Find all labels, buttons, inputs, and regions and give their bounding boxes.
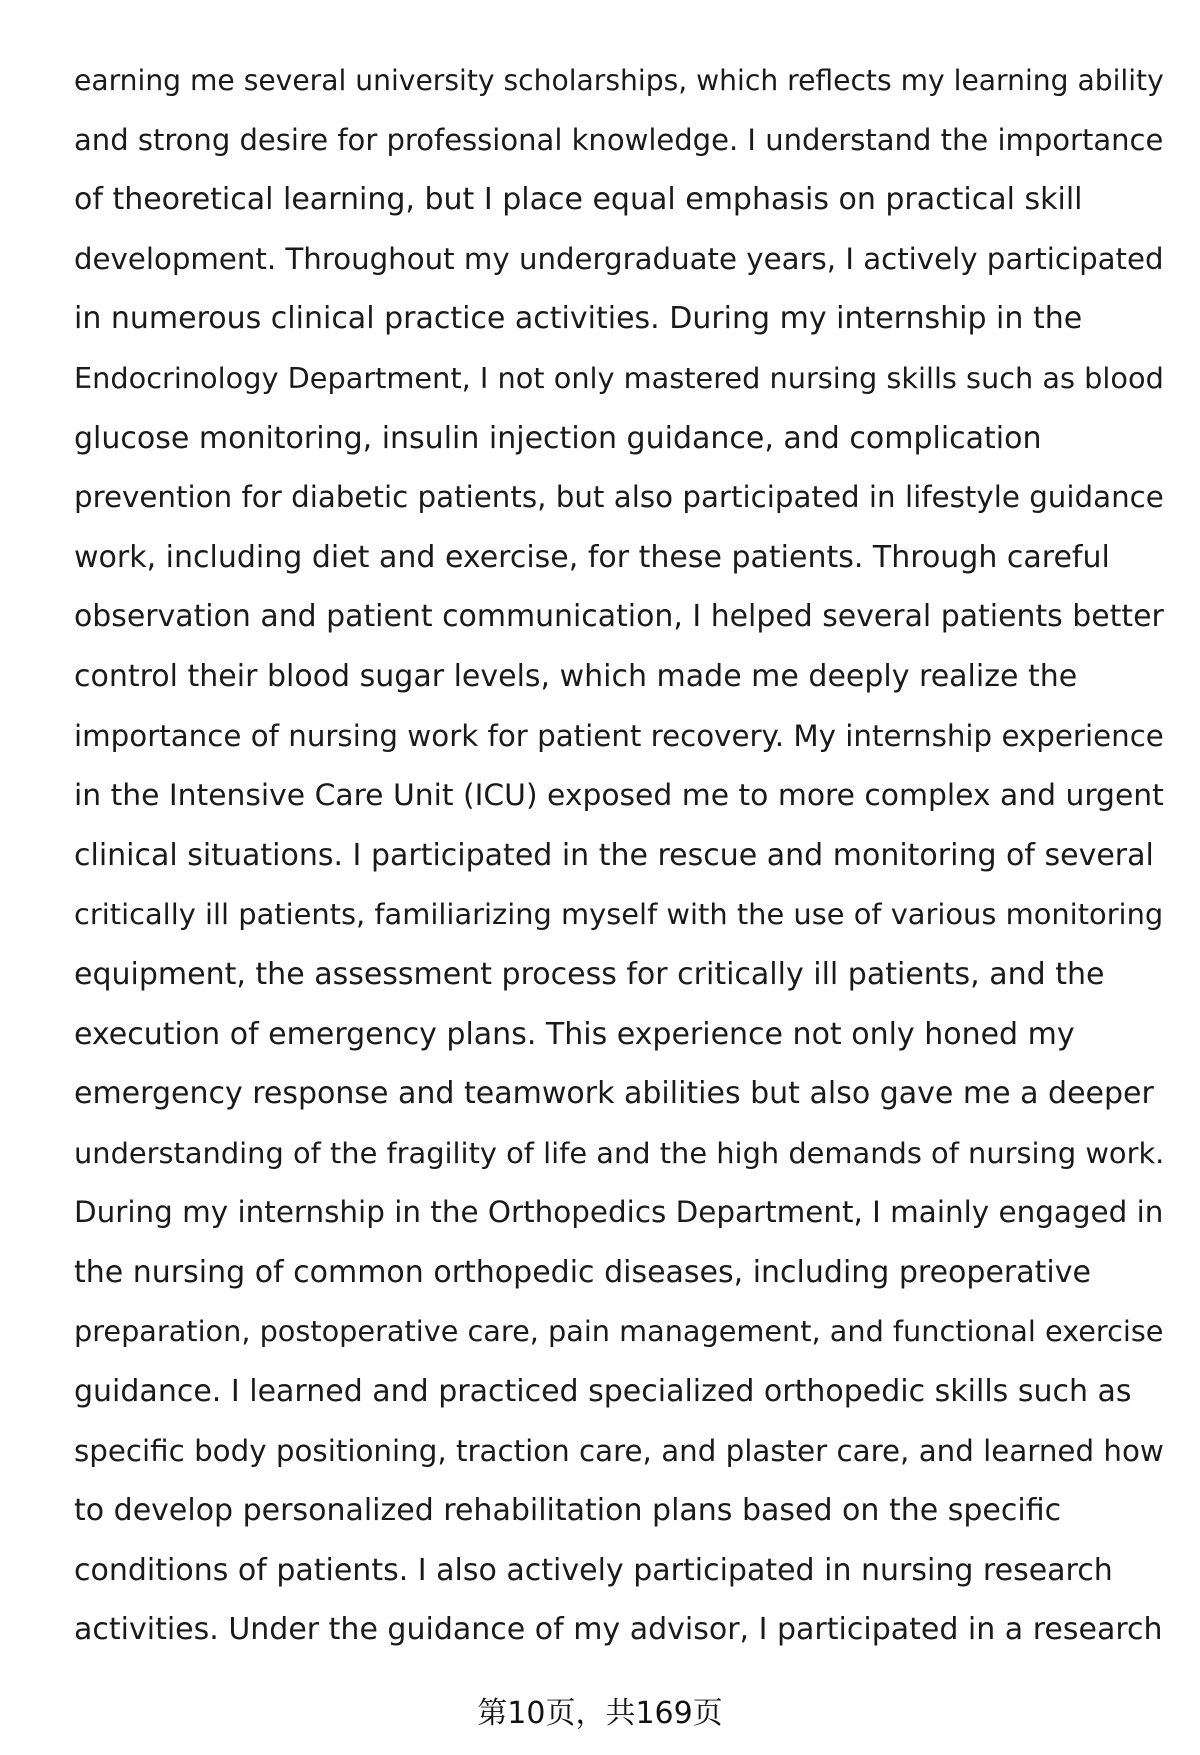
text-line: observation and patient communication, I helped several patients better xyxy=(74,599,1164,635)
text-line: conditions of patients. I also actively participated in nursing research xyxy=(74,1552,1113,1588)
text-line: During my internship in the Orthopedics Department, I mainly engaged in xyxy=(74,1195,1164,1230)
text-line: equipment, the assessment process for critically ill patients, and the xyxy=(74,956,1105,992)
text-line: earning me several university scholarships, which reflects my learning ability xyxy=(74,64,1164,97)
text-line: and strong desire for professional knowledge. I understand the importance xyxy=(74,122,1164,157)
text-line: to develop personalized rehabilitation plans based on the specific xyxy=(74,1493,1062,1529)
page-number-footer: 第10页，共169页 xyxy=(477,1696,723,1731)
text-line: work, including diet and exercise, for these patients. Through careful xyxy=(74,539,1110,575)
text-line: critically ill patients, familiarizing myself with the use of various monitoring xyxy=(74,897,1164,932)
text-line: development. Throughout my undergraduate years, I actively participated xyxy=(74,241,1164,276)
text-line: execution of emergency plans. This experience not only honed my xyxy=(74,1016,1075,1052)
text-line: preparation, postoperative care, pain management, and functional exercise xyxy=(74,1314,1164,1349)
text-line: understanding of the fragility of life and the high demands of nursing work. xyxy=(74,1135,1165,1170)
text-line: in the Intensive Care Unit (ICU) exposed me to more complex and urgent xyxy=(74,778,1164,814)
text-line: control their blood sugar levels, which made me deeply realize the xyxy=(74,658,1078,694)
text-line: glucose monitoring, insulin injection guidance, and complication xyxy=(74,420,1042,456)
text-line: specific body positioning, traction care, and plaster care, and learned how xyxy=(74,1433,1164,1468)
text-line: emergency response and teamwork abilities but also gave me a deeper xyxy=(74,1076,1154,1112)
text-line: Endocrinology Department, I not only mastered nursing skills such as blood xyxy=(74,360,1164,395)
text-line: clinical situations. I participated in the rescue and monitoring of several xyxy=(74,837,1154,873)
text-line: of theoretical learning, but I place equal emphasis on practical skill xyxy=(74,182,1083,218)
text-line: prevention for diabetic patients, but also participated in lifestyle guidance xyxy=(74,480,1164,515)
text-line: guidance. I learned and practiced specialized orthopedic skills such as xyxy=(74,1374,1132,1410)
text-line: activities. Under the guidance of my advisor, I participated in a research xyxy=(74,1612,1163,1648)
body-paragraph xyxy=(74,51,1164,1660)
text-line: in numerous clinical practice activities. During my internship in the xyxy=(74,301,1083,337)
text-line: importance of nursing work for patient recovery. My internship experience xyxy=(74,718,1164,753)
text-line: the nursing of common orthopedic diseases, including preoperative xyxy=(74,1254,1091,1290)
